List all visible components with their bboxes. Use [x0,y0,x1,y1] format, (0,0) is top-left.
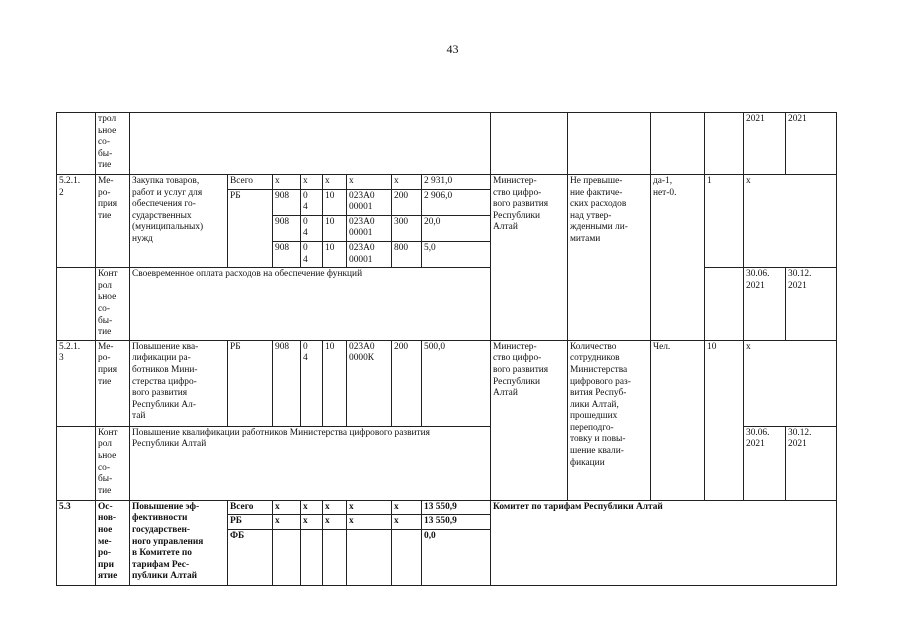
table-row [57,268,837,341]
pr-code [323,529,347,585]
csr-code: 023А0 00001 [347,215,392,241]
rz-code: 0 4 [301,241,323,267]
date-start: 2021 [744,113,786,175]
event-text: Своевременное оплата расходов на обеспечение функций [130,268,568,341]
grbs-code: 908 [273,241,301,267]
vr-code: х [392,515,422,530]
rz-code [301,529,323,585]
budget-source: ФБ [228,529,273,585]
table-row [57,340,837,426]
x-mark: х [744,175,837,268]
row-type: Ме- ро- прия тие [96,340,130,426]
item-name: Повышение ква- лификации ра- ботников Мини- стерства цифро- вого развития Республики Ал- тай [130,340,228,426]
date-start: 30.06. 2021 [744,426,786,500]
pr-code: х [323,500,347,515]
item-number: 5.2.1. 2 [57,175,96,268]
row-type: Конт рол ьное со- бы- тие [96,426,130,500]
csr-code: 023А0 00001 [347,241,392,267]
row-type: Ос- нов- ное ме- ро- при ятие [96,500,130,585]
vr-code: 800 [392,241,422,267]
vr-code: 200 [392,189,422,215]
pr-code: 10 [323,340,347,426]
amount: 20,0 [422,215,491,241]
x-mark: х [744,340,837,426]
grbs-code: 908 [273,215,301,241]
date-end: 2021 [786,113,837,175]
amount: 2 906,0 [422,189,491,215]
budget-source: РБ [228,515,273,530]
budget-source: РБ [228,340,273,426]
date-end: 30.12. 2021 [786,268,837,341]
num-cell [57,426,96,500]
pr-code: 10 [323,215,347,241]
csr-code: х [347,175,392,190]
row-type: Ме- ро- прия тие [96,175,130,268]
pr-code: 10 [323,189,347,215]
unit: Чел. [651,340,705,500]
value-cell [705,113,744,175]
event-text [130,113,491,175]
budget-source: Всего [228,500,273,515]
num-cell [57,113,96,175]
target-value: 10 [705,340,744,500]
item-number: 5.2.1. 3 [57,340,96,426]
budget-source: РБ [228,189,273,268]
date-end: 30.12. 2021 [786,426,837,500]
csr-code: 023А0 00001 [347,189,392,215]
grbs-code: х [273,175,301,190]
page-number: 43 [446,42,459,56]
row-type: трол ьное со- бы- тие [96,113,130,175]
unit-cell [651,113,705,175]
rz-code: х [301,500,323,515]
pr-code: х [323,515,347,530]
grbs-code: х [273,515,301,530]
vr-code: х [392,175,422,190]
executor: Комитет по тарифам Республики Алтай [491,500,837,585]
csr-code: 023А0 0000К [347,340,392,426]
grbs-code: х [273,500,301,515]
item-name: Закупка товаров, работ и услуг для обеспечения го- сударственных (муниципальных) нужд [130,175,228,268]
date-start: 30.06. 2021 [744,268,786,341]
value-cell [705,268,744,341]
amount: 500,0 [422,340,491,426]
vr-code: х [392,500,422,515]
pr-code: 10 [323,241,347,267]
amount: 2 931,0 [422,175,491,190]
item-name: Повышение эф- фективности государствен- ного управления в Комитете по тарифам Рес- публики Алтай [130,500,228,585]
indicator: Количество сотрудников Министерства цифрового раз- вития Респуб- лики Алтай, прошедших переподго- товку и повы- шение квали- фикации [568,340,651,500]
indicator-cell [568,113,651,175]
amount: 0,0 [422,529,491,585]
table-row [57,500,837,515]
vr-code [392,529,422,585]
row-type: Конт рол ьное со- бы- тие [96,268,130,341]
rz-code: 0 4 [301,340,323,426]
grbs-code [273,529,301,585]
rz-code: 0 4 [301,215,323,241]
amount: 5,0 [422,241,491,267]
csr-code: х [347,500,392,515]
amount: 13 550,9 [422,515,491,530]
event-text: Повышение квалификации работников Министерства цифрового развития Республики Алтай [130,426,491,500]
item-number: 5.3 [57,500,96,585]
csr-code [347,529,392,585]
executor-cell [491,113,568,175]
indicator: Не превыше- ние фактиче- ских расходов над утвер- жденными ли- митами [568,175,651,341]
rz-code: х [301,175,323,190]
target-value: 1 [705,175,744,268]
grbs-code: 908 [273,189,301,215]
rz-code: 0 4 [301,189,323,215]
amount: 13 550,9 [422,500,491,515]
grbs-code: 908 [273,340,301,426]
table-row [57,113,837,175]
executor: Министер- ство цифро- вого развития Республики Алтай [491,175,568,341]
csr-code: х [347,515,392,530]
unit: да-1, нет-0. [651,175,705,341]
rz-code: х [301,515,323,530]
program-table [56,112,837,586]
budget-source: Всего [228,175,273,190]
num-cell [57,268,96,341]
vr-code: 300 [392,215,422,241]
executor: Министер- ство цифро- вого развития Республики Алтай [491,340,568,500]
vr-code: 200 [392,340,422,426]
table-row [57,175,837,190]
pr-code: х [323,175,347,190]
